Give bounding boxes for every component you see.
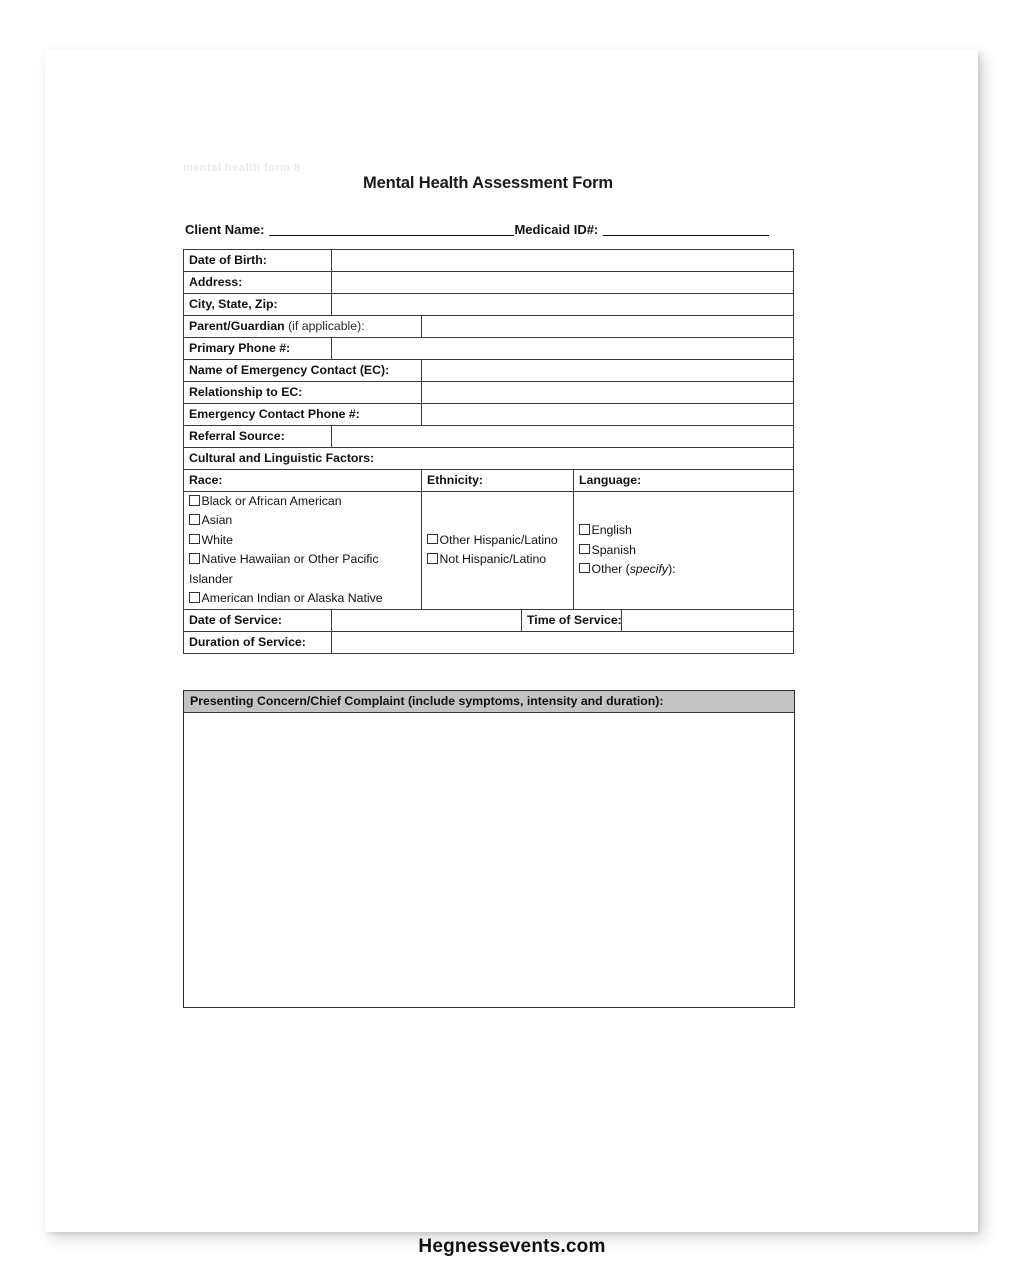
row-label-date-of-service: Date of Service: xyxy=(184,609,332,631)
checkbox-label: English xyxy=(591,523,632,538)
table-row xyxy=(184,272,794,294)
checkbox-label: Native Hawaiian or Other Pacific Islander xyxy=(189,552,379,586)
checkbox-icon[interactable] xyxy=(579,544,590,555)
checkbox-group-ethnicity xyxy=(422,492,574,610)
presenting-concern-block xyxy=(183,690,795,1008)
column-header-ethnicity: Ethnicity: xyxy=(422,470,574,492)
checkbox-label: Other Hispanic/Latino xyxy=(439,532,558,547)
table-row xyxy=(184,316,794,338)
table-row xyxy=(184,631,794,653)
table-row xyxy=(184,360,794,382)
table-row xyxy=(184,609,794,631)
client-identity-line xyxy=(183,222,793,237)
checkbox-option-race-native-hawaiian[interactable] xyxy=(189,550,421,589)
row-label-time-of-service: Time of Service: xyxy=(522,609,622,631)
medicaid-id-label: Medicaid ID#: xyxy=(514,222,599,237)
checkbox-icon[interactable] xyxy=(189,514,200,525)
table-row xyxy=(184,448,794,470)
parent-guardian-label-main: Parent/Guardian xyxy=(189,319,285,334)
row-label-emergency-contact-name: Name of Emergency Contact (EC): xyxy=(184,360,422,382)
row-label-primary-phone: Primary Phone #: xyxy=(184,338,332,360)
checkbox-icon[interactable] xyxy=(189,534,200,545)
ghost-watermark-text: mental health form 8 xyxy=(183,162,301,174)
checkbox-label: Not Hispanic/Latino xyxy=(439,552,547,567)
row-label-duration-of-service: Duration of Service: xyxy=(184,631,332,653)
row-input-emergency-contact-phone[interactable] xyxy=(422,404,794,426)
row-input-parent-guardian[interactable] xyxy=(422,316,794,338)
checkbox-icon[interactable] xyxy=(427,553,438,564)
column-header-race: Race: xyxy=(184,470,422,492)
table-row xyxy=(184,250,794,272)
row-input-primary-phone[interactable] xyxy=(332,338,794,360)
client-name-input[interactable] xyxy=(269,222,514,236)
checkbox-option-language-other[interactable] xyxy=(579,560,793,579)
checkbox-label: Asian xyxy=(201,513,233,528)
checkbox-icon[interactable] xyxy=(427,534,438,545)
checkbox-label-other-italic: specify xyxy=(629,561,669,576)
checkbox-icon[interactable] xyxy=(579,524,590,535)
table-row xyxy=(184,426,794,448)
checkbox-option-language-spanish[interactable] xyxy=(579,541,793,560)
section-header-cultural-linguistic: Cultural and Linguistic Factors: xyxy=(184,448,794,470)
checkbox-option-race-american-indian[interactable] xyxy=(189,589,421,608)
checkbox-label: White xyxy=(201,532,233,547)
checkbox-option-race-asian[interactable] xyxy=(189,511,421,530)
checkbox-label-other-prefix: Other ( xyxy=(591,561,630,576)
row-input-address[interactable] xyxy=(332,272,794,294)
checkbox-label: Black or African American xyxy=(201,494,342,508)
checkbox-icon[interactable] xyxy=(579,563,590,574)
footer-watermark: Hegnessevents.com xyxy=(418,1236,606,1257)
table-row xyxy=(184,382,794,404)
client-name-label: Client Name: xyxy=(185,222,265,237)
presenting-concern-header: Presenting Concern/Chief Complaint (include symptoms, intensity and duration): xyxy=(184,691,794,713)
checkbox-icon[interactable] xyxy=(189,495,200,506)
row-label-emergency-contact-phone: Emergency Contact Phone #: xyxy=(184,404,422,426)
row-input-duration-of-service[interactable] xyxy=(332,631,794,653)
row-input-date-of-birth[interactable] xyxy=(332,250,794,272)
checkbox-label: Spanish xyxy=(591,542,636,557)
table-row xyxy=(184,470,794,492)
column-header-language: Language: xyxy=(574,470,794,492)
row-input-referral-source[interactable] xyxy=(332,426,794,448)
row-label-relationship-to-ec: Relationship to EC: xyxy=(184,382,422,404)
checkbox-option-race-white[interactable] xyxy=(189,531,421,550)
document-page xyxy=(45,50,978,1232)
row-label-date-of-birth: Date of Birth: xyxy=(184,250,332,272)
table-row xyxy=(184,338,794,360)
checkbox-group-language xyxy=(574,492,794,610)
page-title: Mental Health Assessment Form xyxy=(363,174,613,192)
table-row xyxy=(184,492,794,610)
checkbox-option-race-black[interactable] xyxy=(189,492,421,511)
presenting-concern-textarea[interactable] xyxy=(184,713,794,1007)
row-input-city-state-zip[interactable] xyxy=(332,294,794,316)
row-label-parent-guardian xyxy=(184,316,422,338)
document-body xyxy=(183,50,793,1008)
client-information-table xyxy=(183,249,794,654)
row-label-referral-source: Referral Source: xyxy=(184,426,332,448)
table-row xyxy=(184,294,794,316)
parent-guardian-label-note: (if applicable): xyxy=(284,319,365,334)
row-input-emergency-contact-name[interactable] xyxy=(422,360,794,382)
checkbox-icon[interactable] xyxy=(189,553,200,564)
row-input-relationship-to-ec[interactable] xyxy=(422,382,794,404)
checkbox-group-race xyxy=(184,492,422,610)
checkbox-label: American Indian or Alaska Native xyxy=(201,591,383,606)
checkbox-option-ethnicity-not-hispanic[interactable] xyxy=(427,550,573,569)
checkbox-option-ethnicity-other-hispanic[interactable] xyxy=(427,531,573,550)
checkbox-label-other-suffix: ): xyxy=(668,561,676,576)
row-label-city-state-zip: City, State, Zip: xyxy=(184,294,332,316)
row-input-time-of-service[interactable] xyxy=(622,609,794,631)
checkbox-icon[interactable] xyxy=(189,592,200,603)
table-row xyxy=(184,404,794,426)
row-label-address: Address: xyxy=(184,272,332,294)
medicaid-id-input[interactable] xyxy=(603,222,769,236)
row-input-date-of-service[interactable] xyxy=(332,609,522,631)
checkbox-option-language-english[interactable] xyxy=(579,521,793,540)
